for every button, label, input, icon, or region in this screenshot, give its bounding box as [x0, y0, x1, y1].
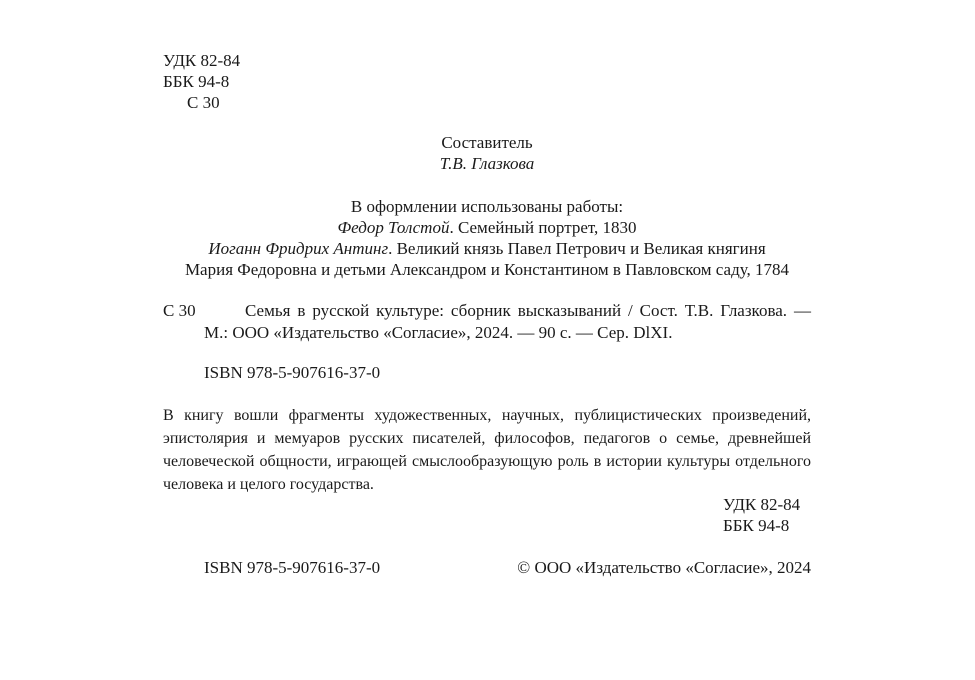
catalog-author-sign: С 30 — [163, 301, 196, 320]
bbk-code: ББК 94-8 — [163, 72, 230, 91]
design-work-1 — [163, 217, 811, 238]
work-1-title: . Семейный портрет, 1830 — [449, 218, 637, 237]
isbn-bottom: ISBN 978-5-907616-37-0 — [204, 558, 381, 577]
author-sign: С 30 — [187, 93, 220, 112]
design-credits — [163, 196, 811, 280]
catalog-description-line-2: М.: ООО «Издательство «Согласие», 2024. — 90 с. — Сер. DlXI. — [204, 323, 673, 342]
compiler-name: Т.В. Глазкова — [439, 154, 535, 173]
annotation: В книгу вошли фрагменты художественных, научных, публицистических произведений, эпистолярия и мемуаров русских писателей, философов, педагогов о семье, древнейшей человеческой общности, играющей смыслообразующую роль в истории культуры отдельного человека и целого государства. — [163, 407, 811, 493]
work-2-title: . Великий князь Павел Петрович и Великая княгиня — [388, 239, 766, 258]
work-2-author: Иоганн Фридрих Антинг — [208, 239, 389, 258]
catalog-description-line-1: Семья в русской культуре: сборник высказываний / Сост. Т.В. Глазкова. — — [245, 301, 811, 320]
compiler-label: Составитель — [441, 133, 533, 152]
bbk-code-bottom: ББК 94-8 — [723, 516, 790, 535]
udk-code-bottom: УДК 82-84 — [723, 495, 801, 514]
design-intro: В оформлении использованы работы: — [350, 197, 624, 216]
design-work-2 — [163, 238, 811, 259]
copyright: © ООО «Издательство «Согласие», 2024 — [517, 558, 811, 577]
design-work-2-cont: Мария Федоровна и детьми Александром и Константином в Павловском саду, 1784 — [184, 260, 790, 279]
isbn: ISBN 978-5-907616-37-0 — [204, 363, 381, 382]
udk-code: УДК 82-84 — [163, 51, 241, 70]
work-1-author: Федор Толстой — [337, 218, 450, 237]
compiler-block — [163, 132, 811, 174]
